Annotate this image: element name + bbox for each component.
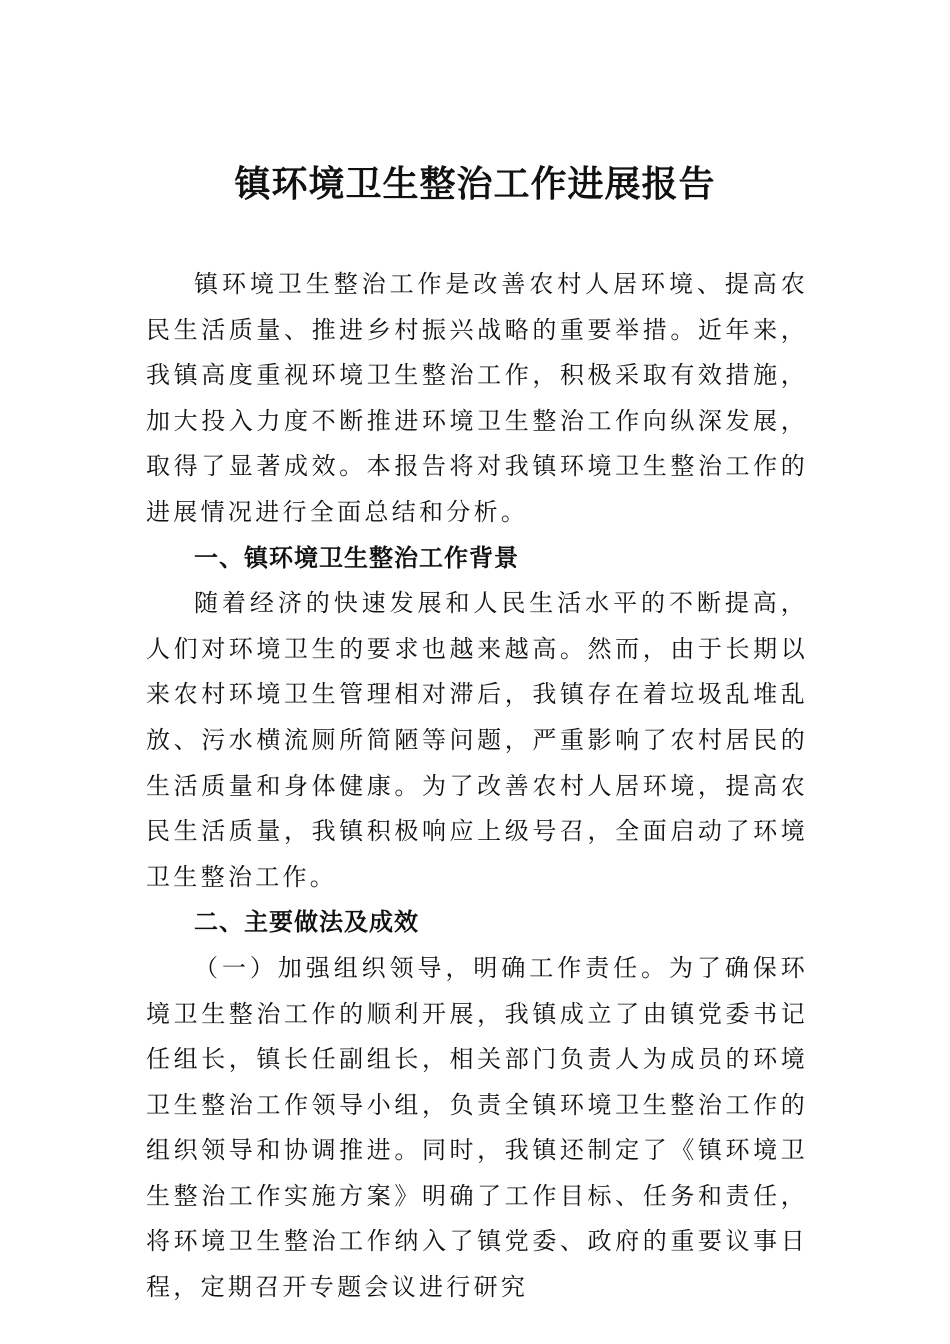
document-title: 镇环境卫生整治工作进展报告 xyxy=(234,163,716,205)
section-2-paragraph xyxy=(146,946,808,1311)
intro-paragraph: 镇环境卫生整治工作是改善农村人居环境、提高农民生活质量、推进乡村振兴战略的重要举措。近年来，我镇高度重视环境卫生整治工作，积极采取有效措施，加大投入力度不断推进环境卫生整治工作向纵深发展，取得了显著成效。本报告将对我镇环境卫生整治工作的进展情况进行全面总结和分析。 xyxy=(146,270,808,526)
subsection-1-text: 为了确保环境卫生整治工作的顺利开展，我镇成立了由镇党委书记任组长，镇长任副组长，相关部门负责人为成员的环境卫生整治工作领导小组，负责全镇环境卫生整治工作的组织领导和协调推进。同时，我镇还制定了《镇环境卫生整治工作实施方案》明确了工作目标、任务和责任，将环境卫生整治工作纳入了镇党委、政府的重要议事日程，定期召开专题会议进行研究 xyxy=(146,953,809,1302)
subsection-1-lead: （一）加强组织领导，明确工作责任。 xyxy=(194,953,669,982)
section-1-paragraph: 随着经济的快速发展和人民生活水平的不断提高，人们对环境卫生的要求也越来越高。然而，由于长期以来农村环境卫生管理相对滞后，我镇存在着垃圾乱堆乱放、污水横流厕所简陋等问题，严重影响了农村居民的生活质量和身体健康。为了改善农村人居环境，提高农民生活质量，我镇积极响应上级号召，全面启动了环境卫生整治工作。 xyxy=(146,589,808,891)
section-2-heading: 二、主要做法及成效 xyxy=(194,908,419,937)
section-1-heading: 一、镇环境卫生整治工作背景 xyxy=(194,543,519,572)
document-body xyxy=(146,262,808,1311)
